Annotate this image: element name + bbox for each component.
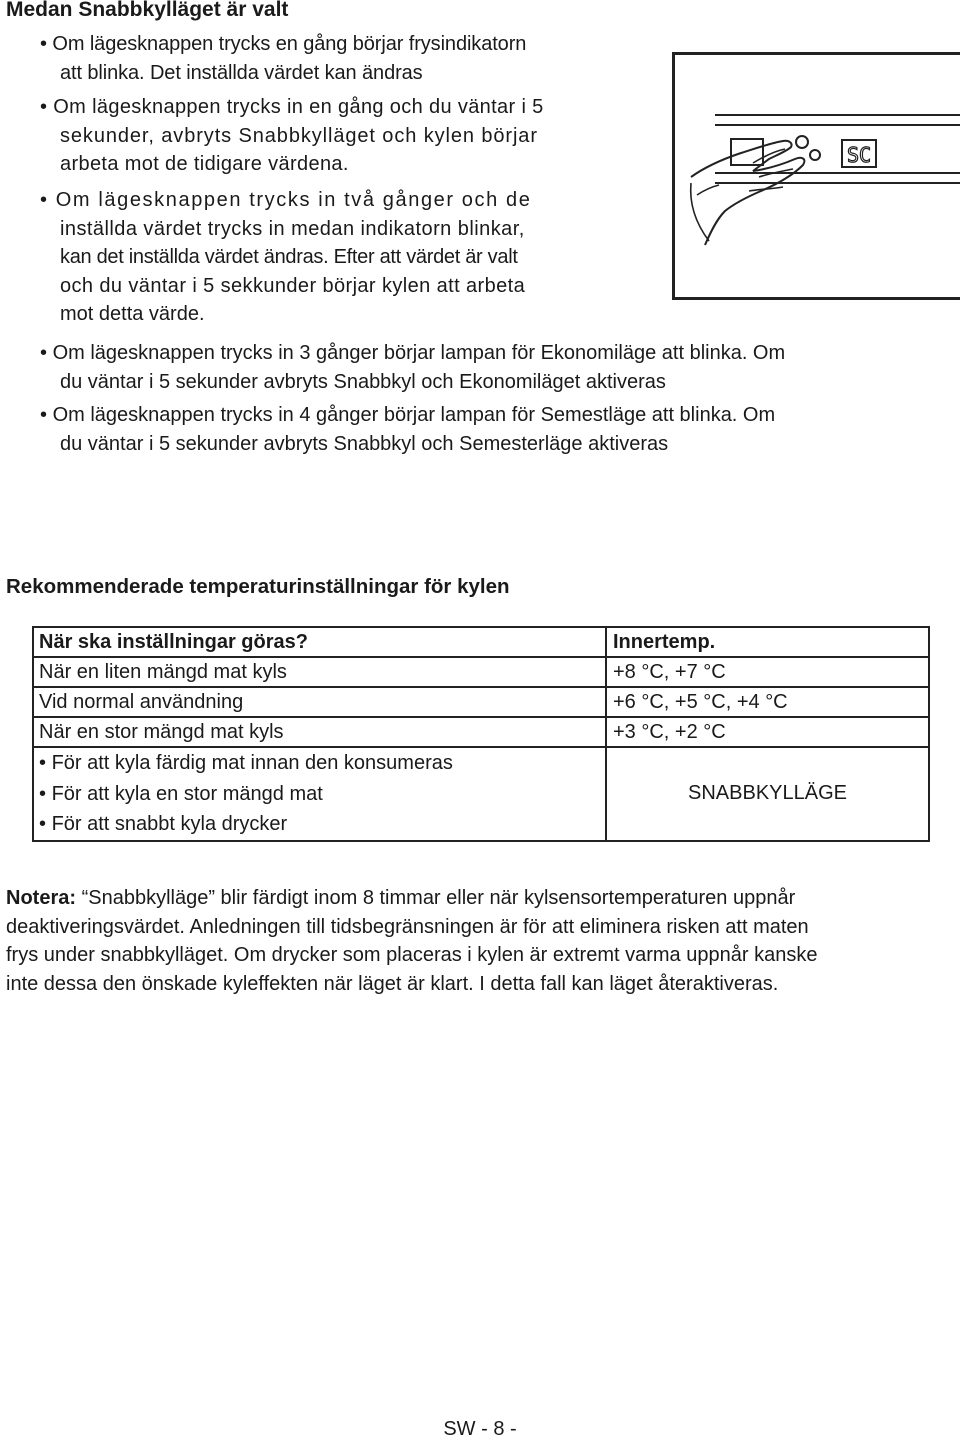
header-cell: Innertemp.: [606, 627, 929, 657]
table-cell: Vid normal användning: [33, 687, 606, 717]
table-row: [33, 717, 929, 747]
table-cell: +8 °C, +7 °C: [606, 657, 929, 687]
note-label: Notera:: [6, 887, 77, 909]
list-item: • För att snabbt kyla drycker: [39, 809, 599, 840]
page-title: Medan Snabbkylläget är valt: [6, 0, 289, 21]
bullet-item: • Om lägesknappen trycks en gång börjar frysindikatorn att blinka. Det inställda värdet kan ändras: [40, 30, 526, 87]
table-cell: [33, 747, 606, 841]
table-row: [33, 747, 929, 841]
hand-pressing-button-icon: [675, 55, 960, 297]
bullet-item: • Om lägesknappen trycks in en gång och du väntar i 5 sekunder, avbryts Snabbkylläget och kylen börjar arbeta mot de tidigare värdena.: [40, 93, 544, 179]
bullet-item: • Om lägesknappen trycks in 4 gånger börjar lampan för Semestläge att blinka. Om du väntar i 5 sekunder avbryts Snabbkyl och Semesterläge aktiveras: [40, 401, 775, 458]
table-row: [33, 687, 929, 717]
page-number: SW - 8 -: [443, 1418, 517, 1440]
note-paragraph: Notera: “Snabbkylläge” blir färdigt inom 8 timmar eller när kylsensortemperaturen uppnår deaktiveringsvärdet. Anledningen till tidsbegränsningen är för att eliminera risken att maten frys under snabbkylläget. Om drycker som placeras i kylen är extremt varma uppnår kanske inte dessa den önskade kyleffekten när läget är klart. I detta fall kan läget återaktiveras.: [6, 887, 818, 995]
table-row: [33, 657, 929, 687]
list-item: • För att kyla en stor mängd mat: [39, 779, 599, 810]
table-header-row: [33, 627, 929, 657]
table-cell: +3 °C, +2 °C: [606, 717, 929, 747]
table-cell: SNABBKYLLÄGE: [606, 747, 929, 841]
temperature-table: [32, 626, 930, 842]
list-item: • För att kyla färdig mat innan den konsumeras: [39, 748, 599, 779]
bullet-item: • Om lägesknappen trycks in två gånger och de inställda värdet trycks in medan indikatorn blinkar, kan det inställda värdet ändras. Efter att värdet är valt och du väntar i 5 sekkunder börjar kylen att arbeta mot detta värde.: [40, 186, 531, 329]
table-cell: När en liten mängd mat kyls: [33, 657, 606, 687]
section-heading: Rekommenderade temperaturinställningar för kylen: [6, 575, 510, 598]
svg-text:SC: SC: [846, 143, 872, 167]
header-cell: När ska inställningar göras?: [33, 627, 606, 657]
table-cell: När en stor mängd mat kyls: [33, 717, 606, 747]
table-cell: +6 °C, +5 °C, +4 °C: [606, 687, 929, 717]
bullet-item: • Om lägesknappen trycks in 3 gånger börjar lampan för Ekonomiläge att blinka. Om du väntar i 5 sekunder avbryts Snabbkyl och Ekonomiläget aktiveras: [40, 339, 785, 396]
control-panel-illustration: [672, 52, 960, 300]
